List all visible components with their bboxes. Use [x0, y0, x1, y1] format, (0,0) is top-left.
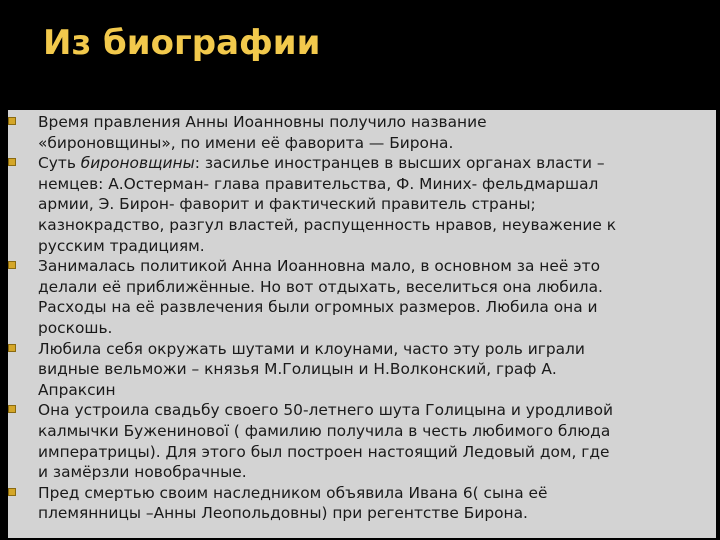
bullet-line: Занималась политикой Анна Иоанновна мало, в основном за неё это	[38, 257, 601, 276]
italic-term: бироновщины	[80, 154, 195, 173]
bullet-line: видные вельможи – князья М.Голицын и Н.Волконский, граф А.	[38, 360, 557, 379]
bullet-text: : засилье иностранцев в высших органах власти –	[194, 154, 605, 173]
bullet-line: Она устроила свадьбу своего 50-летнего шута Голицына и уродливой	[38, 401, 613, 420]
bullet-line: Расходы на её развлечения были огромных размеров. Любила она и	[38, 298, 598, 317]
bullet-line: калмычки Буженинової ( фамилию получила в честь любимого блюда	[38, 421, 611, 440]
bullet-item	[8, 153, 716, 256]
bullet-line: племянницы –Анны Леопольдовны) при регентстве Бирона.	[38, 504, 528, 523]
bullet-line: императрицы). Для этого был построен настоящий Ледовый дом, где	[38, 442, 610, 461]
square-bullet-icon	[8, 158, 16, 166]
bullet-line: армии, Э. Бирон- фаворит и фактический правитель страны;	[38, 195, 536, 214]
bullet-line: немцев: А.Остерман- глава правительства, Ф. Миних- фельдмаршал	[38, 174, 599, 193]
slide-title: Из биографии	[43, 23, 321, 63]
bullet-item	[8, 483, 716, 524]
bullet-line: казнокрадство, разгул властей, распущенность нравов, неуважение к	[38, 215, 617, 234]
square-bullet-icon	[8, 261, 16, 269]
bullet-text: Суть	[38, 154, 81, 173]
square-bullet-icon	[8, 117, 16, 125]
bullet-list	[8, 112, 716, 524]
bullet-line: и замёрзли новобрачные.	[38, 463, 247, 482]
bullet-line: русским традициям.	[38, 236, 205, 255]
bullet-item	[8, 400, 716, 482]
bullet-line: делали её приближённые. Но вот отдыхать, веселиться она любила.	[38, 277, 603, 296]
title-bar	[0, 0, 720, 109]
bullet-item	[8, 256, 716, 338]
bullet-line: «бироновщины», по имени её фаворита — Бирона.	[38, 133, 454, 152]
bullet-line: Время правления Анны Иоанновны получило название	[38, 113, 487, 131]
bullet-item	[8, 112, 716, 153]
bullet-line: Любила себя окружать шутами и клоунами, часто эту роль играли	[38, 339, 585, 358]
bullet-line: роскошь.	[38, 318, 113, 337]
bullet-line: Апраксин	[38, 380, 116, 399]
square-bullet-icon	[8, 405, 16, 413]
bullet-item	[8, 339, 716, 401]
bullet-line: Пред смертью своим наследником объявила Ивана 6( сына её	[38, 483, 548, 502]
bullet-line	[38, 153, 710, 174]
square-bullet-icon	[8, 344, 16, 352]
square-bullet-icon	[8, 488, 16, 496]
content-area	[8, 110, 716, 538]
